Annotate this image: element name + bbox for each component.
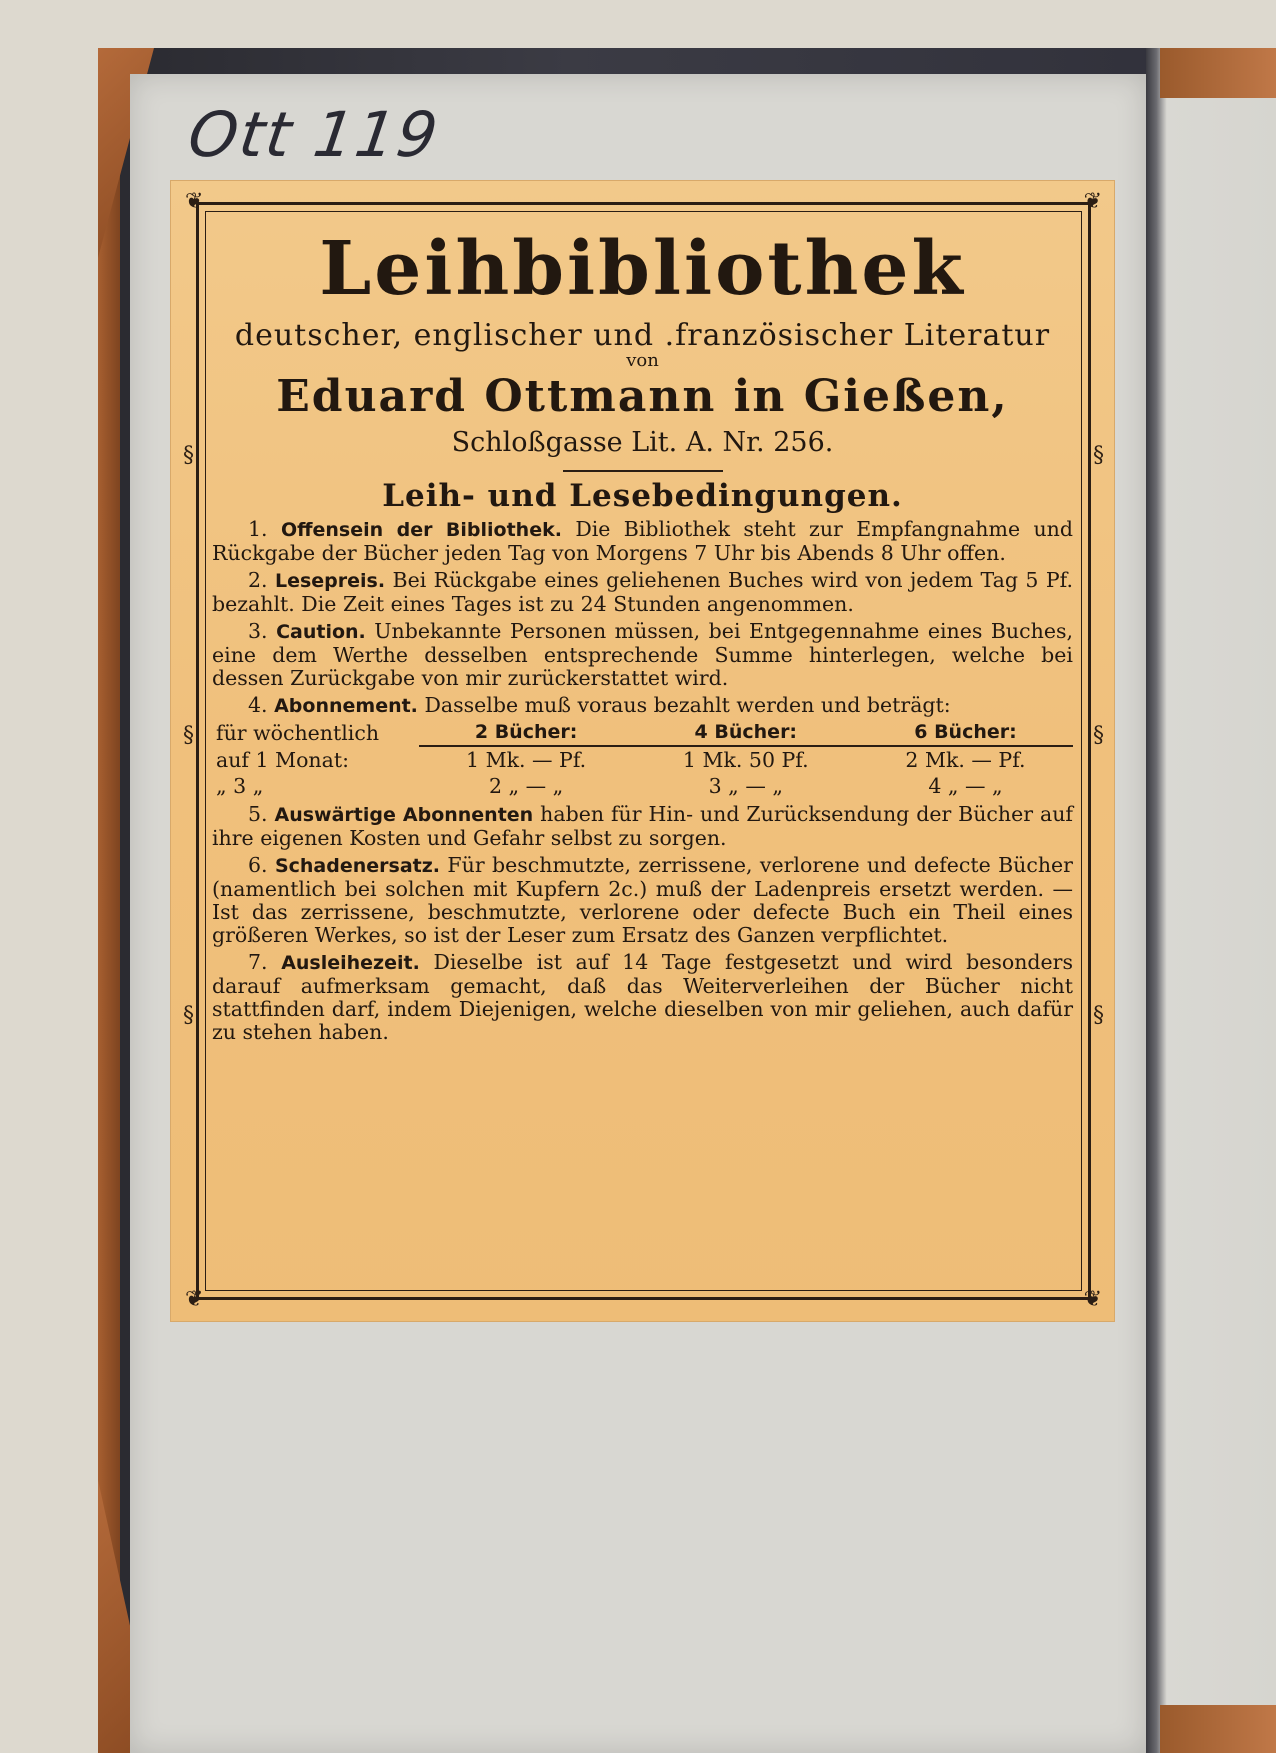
rates-cell: 1 Mk. 50 Pf. — [682, 748, 809, 772]
rule-heading: Lesepreis. — [274, 570, 386, 592]
frame-corner-ornament-icon: ❦ — [185, 1287, 204, 1312]
rule-number: 1. — [248, 517, 268, 541]
rates-cell: 4 „ — „ — [928, 774, 1003, 798]
label-title: Leihbibliothek — [319, 226, 966, 312]
frame-side-ornament-icon: § — [183, 443, 194, 468]
table-row — [212, 746, 1073, 773]
conditions-heading: Leih- und Lesebedingungen. — [382, 478, 903, 514]
rule-heading: Abonnement. — [274, 695, 418, 717]
rule-paragraph — [212, 694, 1073, 718]
label-subtitle: deutscher, englischer und .französischer Literatur — [234, 318, 1051, 353]
label-content — [212, 216, 1073, 1286]
rule-text: Dasselbe muß voraus bezahlt werden und beträgt: — [424, 693, 951, 717]
gutter-leather-bottom — [1160, 1705, 1276, 1753]
handwritten-shelfmark: Ott 119 — [184, 98, 444, 171]
rule-text: Die Bibliothek steht zur Empfangnahme und Rückgabe der Bücher jeden Tag von Morgens 7 Uhr bis Abends 8 Uhr offen. — [212, 517, 1073, 565]
frame-side-ornament-icon: § — [1093, 723, 1104, 748]
rule-paragraph — [212, 518, 1073, 565]
frame-side-ornament-icon: § — [1093, 1003, 1104, 1028]
frame-side-ornament-icon: § — [1093, 443, 1104, 468]
rule-number: 5. — [248, 802, 268, 826]
rule-heading: Ausleihezeit. — [281, 952, 420, 974]
rule-text: Unbekannte Personen müssen, bei Entgegennahme eines Buches, eine dem Werthe desselben entsprechende Summe hinterlegen, welche bei dessen Zurückgabe von mir zurückerstattet wird. — [212, 619, 1073, 690]
rates-period: „ 3 „ — [216, 774, 264, 798]
subscription-rates-table — [212, 720, 1073, 799]
rates-cell: 3 „ — „ — [708, 774, 783, 798]
rule-text: Dieselbe ist auf 14 Tage festgesetzt und wird besonders darauf aufmerksam gemacht, daß das Weiterverleihen der Bücher nicht stattfinden darf, indem Diejenigen, welche dieselben von mir geliehen, auch dafür zu stehen haben. — [212, 950, 1073, 1044]
rates-cell: 1 Mk. — Pf. — [466, 748, 587, 772]
rule-heading: Offensein der Bibliothek. — [280, 519, 562, 541]
book-gutter — [1146, 48, 1276, 1753]
divider — [563, 470, 723, 472]
gutter-leather-top — [1160, 48, 1276, 98]
table-row — [212, 773, 1073, 799]
rule-paragraph — [212, 951, 1073, 1044]
frame-corner-ornament-icon: ❦ — [1083, 1287, 1102, 1312]
frame-corner-ornament-icon: ❦ — [1083, 189, 1102, 214]
rates-header: 2 Bücher: — [419, 720, 634, 746]
rule-text: haben für Hin- und Zurücksendung der Bücher auf ihre eigenen Kosten und Gefahr selbst zu sorgen. — [212, 802, 1073, 850]
rule-text: Für beschmutzte, zerrissene, verlorene und defecte Bücher (namentlich bei solchen mit Kupfern 2c.) muß der Ladenpreis ersetzt werden. — Ist das zerrissene, beschmutzte, verlorene oder defecte Buch ein Theil eines größeren Werkes, so ist der Leser zum Ersatz des Ganzen verpflichtet. — [212, 853, 1073, 947]
publisher-address: Schloßgasse Lit. A. Nr. 256. — [451, 427, 834, 458]
rule-heading: Auswärtige Abonnenten — [274, 804, 534, 826]
library-label — [170, 180, 1115, 1322]
rule-paragraph — [212, 854, 1073, 947]
rates-label-column: für wöchentlich — [216, 721, 380, 745]
table-header-row — [212, 720, 1073, 746]
rule-number: 4. — [248, 693, 268, 717]
frame-corner-ornament-icon: ❦ — [185, 189, 204, 214]
rule-number: 2. — [248, 568, 268, 592]
rates-cell: 2 Mk. — Pf. — [905, 748, 1026, 772]
rule-text: Bei Rückgabe eines geliehenen Buches wird von jedem Tag 5 Pf. bezahlt. Die Zeit eines Tages ist zu 24 Stunden angenommen. — [212, 568, 1073, 616]
rule-paragraph — [212, 803, 1073, 850]
rule-number: 3. — [248, 619, 268, 643]
rule-number: 7. — [248, 950, 268, 974]
publisher-name: Eduard Ottmann in Gießen, — [276, 371, 1009, 422]
rule-paragraph — [212, 569, 1073, 616]
rule-paragraph — [212, 620, 1073, 690]
label-von: von — [626, 350, 659, 371]
rates-period: auf 1 Monat: — [216, 747, 349, 772]
rates-header: 6 Bücher: — [858, 720, 1073, 746]
rates-header: 4 Bücher: — [634, 720, 858, 746]
rates-cell: 2 „ — „ — [488, 774, 564, 798]
rule-heading: Caution. — [276, 621, 366, 643]
rule-number: 6. — [248, 853, 268, 877]
frame-side-ornament-icon: § — [183, 1003, 194, 1028]
frame-side-ornament-icon: § — [183, 723, 194, 748]
rule-heading: Schadenersatz. — [274, 855, 441, 877]
